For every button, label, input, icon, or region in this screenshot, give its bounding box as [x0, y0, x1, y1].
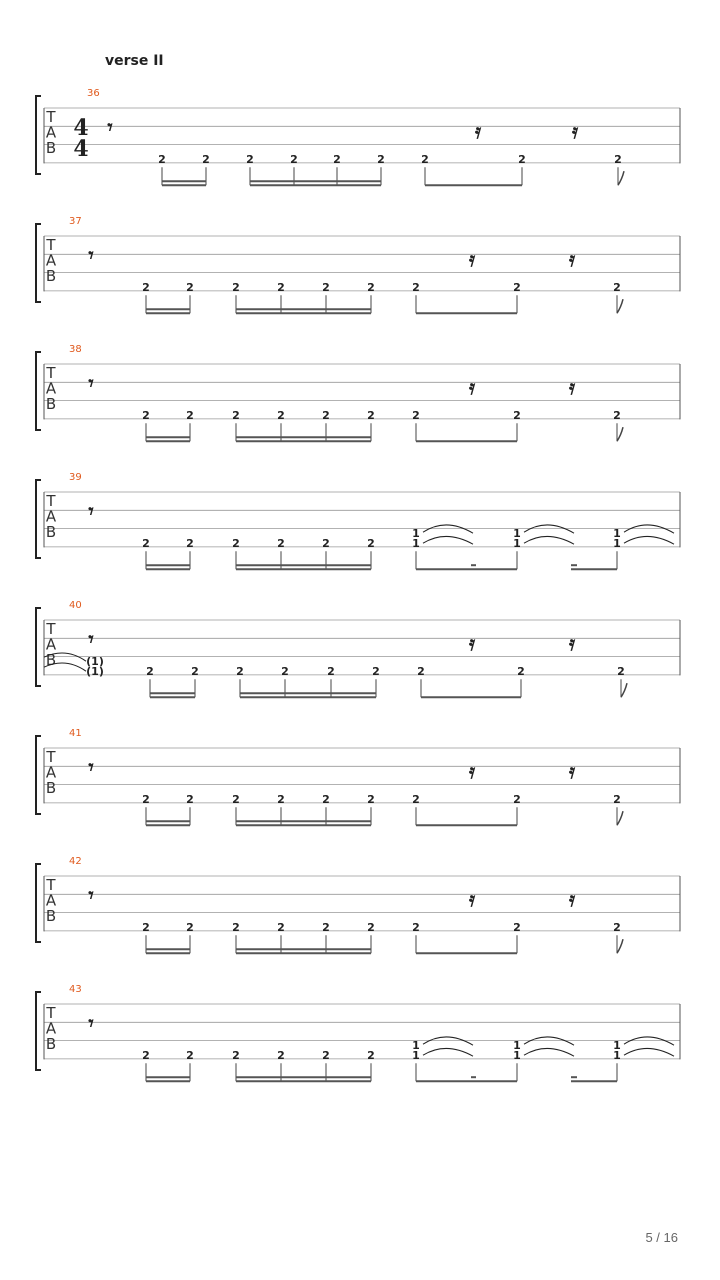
tab-clef-letter: T: [46, 236, 56, 254]
sixteenth-rest: 𝄿: [468, 631, 476, 655]
tab-clef-letter: A: [45, 123, 57, 142]
system-bracket: [36, 736, 41, 814]
sixteenth-rest: 𝄿: [568, 759, 576, 783]
tie-arc: [524, 1037, 574, 1045]
tab-note-upper: 1: [613, 1039, 621, 1053]
note-flag: [617, 811, 623, 825]
tab-note: 2: [277, 281, 285, 295]
tab-note: 2: [613, 921, 621, 935]
tab-clef-letter: T: [46, 364, 56, 382]
tied-note: (1): [86, 655, 104, 669]
system-bracket: [36, 864, 41, 942]
tab-note: 2: [186, 281, 194, 295]
tab-clef-letter: B: [45, 523, 57, 541]
tie-arc: [423, 1048, 473, 1056]
tab-system: [36, 984, 680, 1081]
tab-note: 2: [513, 409, 521, 423]
tab-note: 2: [186, 793, 194, 807]
tied-note: (1): [86, 665, 104, 679]
tab-note: 2: [412, 281, 420, 295]
tab-note: 2: [142, 1049, 150, 1063]
tab-clef-letter: B: [45, 651, 57, 669]
tab-note: 2: [513, 281, 521, 295]
tab-note: 2: [186, 409, 194, 423]
system-bracket: [36, 224, 41, 302]
tab-clef-letter: A: [45, 1019, 57, 1038]
tab-note: 2: [142, 921, 150, 935]
tab-clef-letter: B: [45, 267, 57, 285]
tab-note: 2: [232, 921, 240, 935]
tab-note: 2: [613, 281, 621, 295]
tab-clef-letter: T: [46, 1004, 56, 1022]
tab-note: 2: [614, 153, 622, 167]
tab-note: 2: [322, 281, 330, 295]
tab-system: [36, 88, 680, 185]
tab-note: 2: [322, 537, 330, 551]
measure-number: 42: [69, 856, 82, 867]
tab-note: 1: [513, 537, 521, 551]
tab-note: 2: [617, 665, 625, 679]
measure-number: 37: [69, 216, 82, 227]
tab-note: 2: [367, 793, 375, 807]
tab-clef-letter: T: [46, 620, 56, 638]
sixteenth-rest: 𝄿: [468, 247, 476, 271]
tab-note: 2: [277, 1049, 285, 1063]
system-bracket: [36, 352, 41, 430]
tab-system: [36, 216, 680, 313]
tab-clef-letter: A: [45, 507, 57, 526]
tab-clef-letter: A: [45, 379, 57, 398]
tab-note: 2: [333, 153, 341, 167]
eighth-rest: 𝄾: [88, 883, 94, 907]
time-signature-top: 4: [73, 115, 89, 141]
tie-arc: [524, 536, 574, 544]
tab-note: 2: [417, 665, 425, 679]
tie-arc: [423, 525, 473, 533]
tab-clef-letter: B: [45, 907, 57, 925]
eighth-rest: 𝄾: [88, 243, 94, 267]
tab-note: 2: [367, 409, 375, 423]
tab-clef-letter: T: [46, 108, 56, 126]
system-bracket: [36, 608, 41, 686]
tab-note: 2: [232, 1049, 240, 1063]
tab-clef-letter: B: [45, 139, 57, 157]
tab-clef-letter: B: [45, 1035, 57, 1053]
eighth-rest: 𝄾: [107, 115, 113, 139]
measure-number: 38: [69, 344, 82, 355]
tab-note: 2: [327, 665, 335, 679]
tab-note: 2: [232, 537, 240, 551]
system-bracket: [36, 96, 41, 174]
tab-note: 2: [377, 153, 385, 167]
time-signature-bottom: 4: [73, 136, 89, 162]
tab-note: 2: [367, 921, 375, 935]
tab-note: 2: [158, 153, 166, 167]
tab-note: 2: [367, 1049, 375, 1063]
tab-note: 2: [322, 1049, 330, 1063]
sixteenth-rest: 𝄿: [568, 887, 576, 911]
section-label: verse II: [105, 53, 164, 69]
tie-arc: [624, 525, 674, 533]
system-bracket: [36, 992, 41, 1070]
tie-arc: [524, 1048, 574, 1056]
tab-note: 1: [412, 537, 420, 551]
tab-system: [36, 344, 680, 441]
tab-note: 2: [367, 537, 375, 551]
sixteenth-rest: 𝄿: [468, 375, 476, 399]
tab-note: 2: [142, 537, 150, 551]
tab-note: 2: [236, 665, 244, 679]
tab-note: 2: [232, 793, 240, 807]
eighth-rest: 𝄾: [88, 755, 94, 779]
tie-arc: [524, 525, 574, 533]
tab-system: [36, 472, 680, 569]
tab-note: 2: [517, 665, 525, 679]
tab-system: [36, 600, 680, 697]
sixteenth-rest: 𝄿: [474, 119, 482, 143]
tab-note: 2: [412, 793, 420, 807]
tab-note: 2: [322, 793, 330, 807]
sixteenth-rest: 𝄿: [568, 375, 576, 399]
tab-note: 2: [191, 665, 199, 679]
tab-note: 2: [142, 793, 150, 807]
tab-note: 1: [513, 1049, 521, 1063]
tab-note: 2: [246, 153, 254, 167]
tie-arc: [624, 1048, 674, 1056]
tab-clef-letter: B: [45, 779, 57, 797]
tie-arc: [624, 536, 674, 544]
tab-note-upper: 1: [613, 527, 621, 541]
measure-number: 43: [69, 984, 82, 995]
note-flag: [618, 171, 624, 185]
tab-clef-letter: T: [46, 492, 56, 510]
tab-clef-letter: A: [45, 891, 57, 910]
tab-note: 2: [232, 281, 240, 295]
eighth-rest: 𝄾: [88, 499, 94, 523]
tie-arc: [423, 1037, 473, 1045]
tab-note: 2: [421, 153, 429, 167]
tab-note: 2: [142, 281, 150, 295]
tie-arc: [423, 536, 473, 544]
note-flag: [617, 427, 623, 441]
tab-note: 2: [277, 921, 285, 935]
tab-note: 2: [290, 153, 298, 167]
system-bracket: [36, 480, 41, 558]
tab-note: 2: [613, 793, 621, 807]
tab-note: 2: [232, 409, 240, 423]
tab-note: 2: [142, 409, 150, 423]
eighth-rest: 𝄾: [88, 627, 94, 651]
eighth-rest: 𝄾: [88, 1011, 94, 1035]
tab-note: 2: [146, 665, 154, 679]
tab-system: [36, 728, 680, 825]
tab-system: [36, 856, 680, 953]
tab-note: 2: [518, 153, 526, 167]
tab-note: 2: [513, 921, 521, 935]
tab-note: 2: [277, 793, 285, 807]
tab-note: 2: [202, 153, 210, 167]
tab-note: 2: [277, 537, 285, 551]
tab-note-upper: 1: [513, 527, 521, 541]
measure-number: 41: [69, 728, 82, 739]
sixteenth-rest: 𝄿: [571, 119, 579, 143]
tab-note: 1: [412, 1049, 420, 1063]
sixteenth-rest: 𝄿: [568, 247, 576, 271]
tab-note: 2: [372, 665, 380, 679]
tab-note: 2: [186, 537, 194, 551]
sixteenth-rest: 𝄿: [468, 759, 476, 783]
tie-arc: [624, 1037, 674, 1045]
tab-clef-letter: T: [46, 876, 56, 894]
tab-clef-letter: A: [45, 635, 57, 654]
tab-note: 1: [613, 1049, 621, 1063]
tab-note: 2: [186, 921, 194, 935]
tab-note: 2: [412, 409, 420, 423]
tab-note-upper: 1: [412, 1039, 420, 1053]
tab-note: 1: [613, 537, 621, 551]
measure-number: 39: [69, 472, 82, 483]
tab-clef-letter: A: [45, 251, 57, 270]
tab-note: 2: [412, 921, 420, 935]
sixteenth-rest: 𝄿: [468, 887, 476, 911]
tab-note: 2: [186, 1049, 194, 1063]
tab-note: 2: [367, 281, 375, 295]
page-number: 5 / 16: [645, 1230, 678, 1245]
measure-number: 40: [69, 600, 82, 611]
note-flag: [617, 939, 623, 953]
tab-clef-letter: B: [45, 395, 57, 413]
tab-clef-letter: T: [46, 748, 56, 766]
tab-note: 2: [613, 409, 621, 423]
measure-number: 36: [87, 88, 100, 99]
tab-note: 2: [281, 665, 289, 679]
eighth-rest: 𝄾: [88, 371, 94, 395]
tab-note: 2: [513, 793, 521, 807]
note-flag: [621, 683, 627, 697]
sixteenth-rest: 𝄿: [568, 631, 576, 655]
tab-note: 2: [322, 409, 330, 423]
tab-note: 2: [277, 409, 285, 423]
tab-note-upper: 1: [412, 527, 420, 541]
note-flag: [617, 299, 623, 313]
tab-note: 2: [322, 921, 330, 935]
tab-note-upper: 1: [513, 1039, 521, 1053]
tab-clef-letter: A: [45, 763, 57, 782]
